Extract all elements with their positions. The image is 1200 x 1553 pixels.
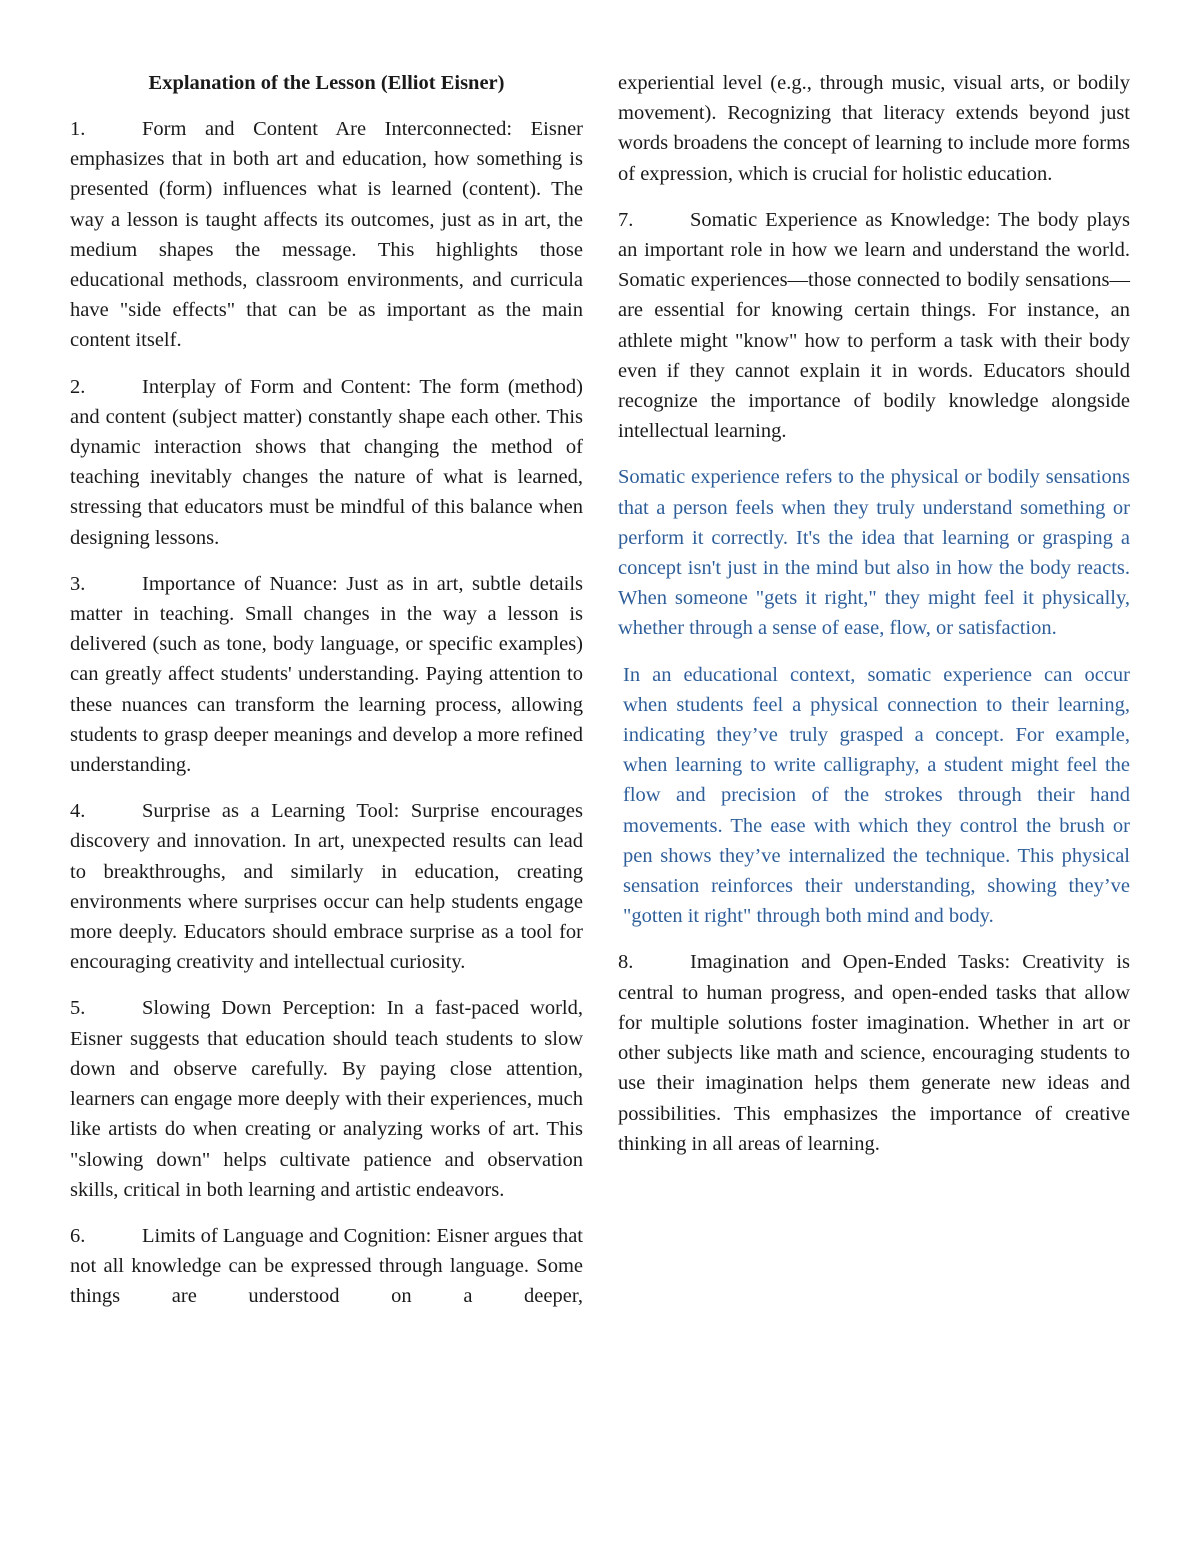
item-text: Surprise as a Learning Tool: Surprise encourages discovery and innovation. In art, unexpected results can lead to breakthroughs, and similarly in education, creating environments where surprises occur can help students engage more deeply. Educators should embrace surprise as a tool for encouraging creativity and intellectual curiosity. — [70, 800, 583, 974]
item-number: 4. — [70, 800, 86, 823]
list-item-3 — [70, 569, 583, 780]
item-number: 8. — [618, 951, 634, 974]
item-number: 6. — [70, 1224, 86, 1247]
list-item-8 — [618, 947, 1130, 1158]
item-number: 7. — [618, 208, 634, 231]
list-item-1 — [70, 114, 583, 356]
list-item-5 — [70, 993, 583, 1204]
item-text: Importance of Nuance: Just as in art, subtle details matter in teaching. Small changes in the way a lesson is delivered (such as tone, body language, or specific examples) can greatly affect students' understanding. Paying attention to these nuances can transform the learning process, allowing students to grasp deeper meanings and develop a more refined understanding. — [70, 572, 583, 777]
item-text: Interplay of Form and Content: The form (method) and content (subject matter) constantly shape each other. This dynamic interaction shows that changing the method of teaching inevitably changes the nature of what is learned, stressing that educators must be mindful of this balance when designing lessons. — [70, 375, 583, 549]
list-item-7 — [618, 205, 1130, 447]
somatic-note-1: Somatic experience refers to the physical or bodily sensations that a person feels when they truly understand something or perform it correctly. It's the idea that learning or grasping a concept isn't just in the mind but also in how the body reacts. When someone "gets it right," they might feel it physically, whether through a sense of ease, flow, or satisfaction. — [618, 466, 1130, 640]
item-number: 1. — [70, 118, 86, 140]
item-text: Slowing Down Perception: In a fast-paced world, Eisner suggests that education should teach students to slow down and observe carefully. By paying close attention, learners can engage more deeply with their experiences, much like artists do when creating or analyzing works of art. This "slowing down" helps cultivate patience and observation skills, critical in both learning and artistic endeavors. — [70, 997, 583, 1201]
item-number: 3. — [70, 572, 86, 595]
list-item-4 — [70, 796, 583, 977]
item-number: 5. — [70, 997, 86, 1020]
item-number: 2. — [70, 375, 86, 398]
somatic-note-2: In an educational context, somatic experience can occur when students feel a physical connection to their learning, indicating they’ve truly grasped a concept. For example, when learning to write calligraphy, a student might feel the flow and precision of the strokes through their hand movements. The ease with which they control the brush or pen shows they’ve internalized the technique. This physical sensation reinforces their understanding, showing they’ve "gotten it right" through both mind and body. — [623, 663, 1130, 928]
list-item-6-continued — [618, 68, 1130, 189]
item-text: Limits of Language and Cognition: Eisner argues that not all knowledge can be expressed through language. Some things are understood on a deeper, — [70, 1224, 583, 1308]
right-column — [618, 68, 1130, 1175]
item-text: Form and Content Are Interconnected: Eisner emphasizes that in both art and education, how something is presented (form) influences what is learned (content). The way a lesson is taught affects its outcomes, just as in art, the medium shapes the message. This highlights those educational methods, classroom environments, and curricula have "side effects" that can be as important as the main content itself. — [70, 118, 583, 352]
list-item-6-start — [70, 1221, 583, 1312]
item-text: Imagination and Open-Ended Tasks: Creativity is central to human progress, and open-ended tasks that allow for multiple solutions foster imagination. Whether in art or other subjects like math and science, encouraging students to use their imagination helps them generate new ideas and possibilities. This emphasizes the importance of creative thinking in all areas of learning. — [618, 951, 1130, 1155]
document-title: Explanation of the Lesson (Elliot Eisner) — [148, 72, 505, 94]
item-text: Somatic Experience as Knowledge: The body plays an important role in how we learn and understand the world. Somatic experiences—those connected to bodily sensations—are essential for knowing certain things. For instance, an athlete might "know" how to perform a task with their body even if they cannot explain it in words. Educators should recognize the importance of bodily knowledge alongside intellectual learning. — [618, 208, 1130, 443]
left-column — [70, 68, 583, 1328]
item-text: experiential level (e.g., through music, visual arts, or bodily movement). Recognizing that literacy extends beyond just words broadens the concept of learning to include more forms of expression, which is crucial for holistic education. — [618, 72, 1130, 185]
list-item-2 — [70, 372, 583, 553]
